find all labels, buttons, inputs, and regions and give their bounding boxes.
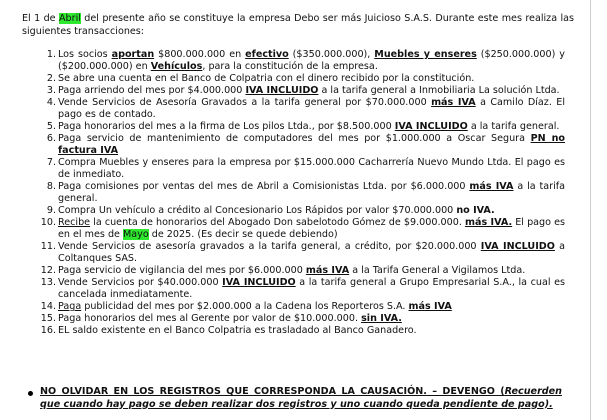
list-item: 1. Los socios aportan $800.000.000 en efectivo ($350.000.000), Muebles y enseres ($250.000.000) y ($200.000.000) en Vehículos, para la constitución de la empresa. — [58, 49, 565, 73]
list-item: 2. Se abre una cuenta en el Banco de Colpatria con el dinero recibido por la constitución. — [58, 73, 565, 85]
list-item: 6. Paga servicio de mantenimiento de computadores del mes por $1.000.000 a Oscar Segura PN no factura IVA — [58, 133, 565, 157]
list-item: 12. Paga servicio de vigilancia del mes por $6.000.000 más IVA a la Tarifa General a Vigilamos Ltda. — [40, 265, 526, 276]
bullet-icon — [28, 391, 33, 396]
item-number: 7. — [46, 157, 56, 168]
list-item: 11. Vende Servicios de asesoría gravados a la tarifa general, a crédito, por $20.000.000 IVA INCLUIDO a Coltanques SAS. — [40, 241, 565, 264]
item-number: 9. — [46, 205, 56, 216]
list-item: 4. Vende Servicios de Asesoría Gravados a la tarifa general por $70.000.000 más IVA a Camilo Díaz. El pago es de contado. — [58, 97, 565, 121]
item-number: 3. — [46, 85, 56, 96]
item-number: 11. — [40, 241, 56, 252]
list-item: 10. Recibe la cuenta de honorarios del Abogado Don sabelotodo Gómez de $9.000.000. más IVA. El pago es en el mes de Mayo de 2025. (Es decir se quede debiendo) — [40, 217, 565, 240]
item-number: 14. — [40, 301, 56, 312]
intro-text-end: del presente año se constituye la empresa Debo ser más Juicioso S.A.S. Durante este mes realiza las siguientes transacciones: — [22, 13, 574, 37]
list-item: 8. Paga comisiones por ventas del mes de Abril a Comisionistas Ltda. por $6.000.000 más IVA a la tarifa general. — [58, 181, 565, 205]
item-number: 16. — [40, 325, 56, 336]
list-item: 16. EL saldo existente en el Banco Colpatria es trasladado al Banco Ganadero. — [40, 325, 417, 336]
transactions-list — [40, 49, 566, 337]
list-item: 13. Vende Servicios por $40.000.000 IVA INCLUIDO a la tarifa general a Grupo Empresarial S.A., la cual es cancelada inmediatamente. — [40, 277, 565, 300]
highlight-may: Mayo — [123, 229, 149, 240]
list-item: 5. Paga honorarios del mes a la firma de Los pilos Ltda., por $8.500.000 IVA INCLUIDO a la tarifa general. — [58, 121, 565, 133]
item-number: 12. — [40, 265, 56, 276]
item-number: 8. — [46, 181, 56, 192]
list-item: 3. Paga arriendo del mes por $4.000.000 IVA INCLUIDO a la tarifa general a Inmobiliaria La solución Ltda. — [58, 85, 565, 97]
item-number: 1. — [46, 49, 56, 60]
reminder-italic-text: Recuerden que cuando hay pago se deben realizar dos registros y uno cuando queda pendiente de pago). — [40, 386, 562, 410]
reminder-main-text: NO OLVIDAR EN LOS REGISTROS QUE CORRESPONDA LA CAUSACIÓN. – DEVENGO ( — [40, 386, 505, 397]
list-item: 15. Paga honorarios del mes al Gerente por valor de $10.000.000. sin IVA. — [40, 313, 402, 324]
intro-text-start: El 1 de — [22, 13, 59, 24]
item-number: 2. — [46, 73, 56, 84]
item-number: 13. — [40, 277, 56, 288]
item-number: 5. — [46, 121, 56, 132]
intro-paragraph — [22, 12, 574, 38]
item-number: 4. — [46, 97, 56, 108]
item-number: 15. — [40, 313, 56, 324]
list-item: 7. Compra Muebles y enseres para la empresa por $15.000.000 Cacharrería Nuevo Mundo Ltda. El pago es de inmediato. — [58, 157, 565, 181]
item-number: 10. — [40, 217, 56, 228]
highlight-april: Abril — [58, 13, 81, 24]
list-item: 14. Paga publicidad del mes por $2.000.000 a la Cadena los Reporteros S.A. más IVA — [40, 301, 452, 312]
list-item: 9. Compra Un vehículo a crédito al Concesionario Los Rápidos por valor $70.000.000 no IVA. — [58, 205, 565, 217]
reminder-note — [40, 386, 562, 411]
item-number: 6. — [46, 133, 56, 144]
